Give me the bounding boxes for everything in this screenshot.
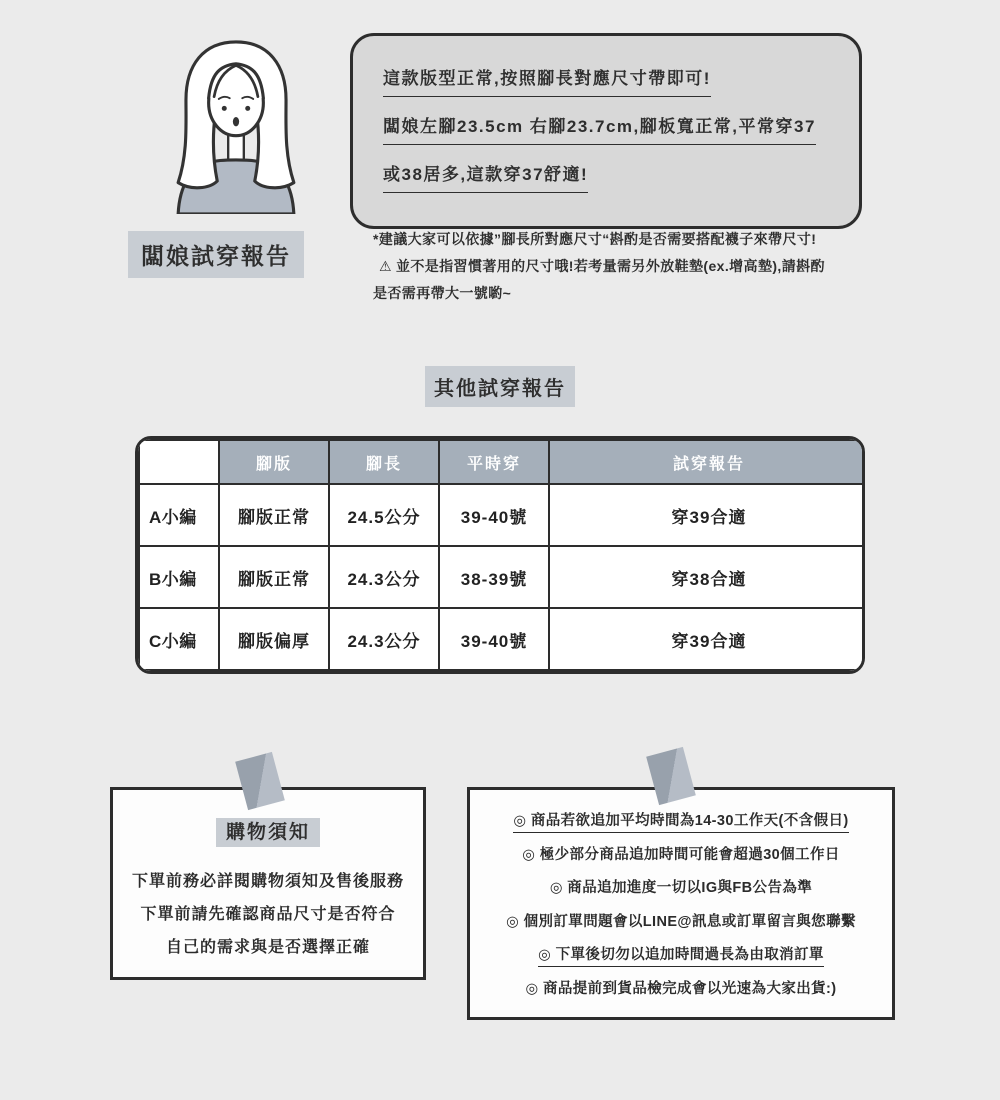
avatar-illustration xyxy=(150,34,322,219)
cell-fitting-report: 穿38合適 xyxy=(549,546,865,608)
note-line-1: *建議大家可以依據”腳長所對應尺寸“斟酌是否需要搭配襪子來帶尺寸! xyxy=(373,231,817,247)
header-cell-fitting-report: 試穿報告 xyxy=(549,440,865,484)
note-line-2 xyxy=(379,256,893,276)
cell-editor-name: C小編 xyxy=(139,608,219,670)
table-row xyxy=(139,608,865,670)
shopping-notice-box xyxy=(110,787,426,980)
speech-bubble xyxy=(350,33,862,229)
bubble-line-2 xyxy=(383,112,829,145)
cell-editor-name: B小編 xyxy=(139,546,219,608)
bubble-line-1 xyxy=(383,64,829,97)
fitting-table xyxy=(135,436,865,674)
cell-foot-length: 24.5公分 xyxy=(329,484,439,546)
header-cell-usual-size: 平時穿 xyxy=(439,440,549,484)
cell-foot-shape: 腳版正常 xyxy=(219,484,329,546)
warning-icon: ⚠ xyxy=(379,258,392,274)
bubble-line-2-text: 闆娘左腳23.5cm 右腳23.7cm,腳板寬正常,平常穿37 xyxy=(383,112,816,145)
rule-item-text: ◎ 商品若欲追加平均時間為14-30工作天(不含假日) xyxy=(513,813,848,833)
header-cell-empty xyxy=(139,440,219,484)
bubble-line-3 xyxy=(383,160,829,193)
rule-item xyxy=(470,906,892,940)
rule-item xyxy=(470,872,892,906)
rule-item-text: ◎ 下單後切勿以追加時間過長為由取消訂單 xyxy=(538,947,824,967)
cell-editor-name: A小編 xyxy=(139,484,219,546)
notice-line: 自己的需求與是否選擇正確 xyxy=(165,939,370,956)
other-reports-section xyxy=(0,366,1000,407)
cell-usual-size: 38-39號 xyxy=(439,546,549,608)
rule-item xyxy=(470,973,892,1007)
notice-line: 下單前務必詳閱購物須知及售後服務 xyxy=(131,873,404,890)
rule-item-text: ◎ 商品追加進度一切以IG與FB公告為準 xyxy=(549,880,813,896)
rule-item-text: ◎ 極少部分商品追加時間可能會超過30個工作日 xyxy=(522,846,840,863)
other-reports-title: 其他試穿報告 xyxy=(425,366,575,407)
notice-line: 下單前請先確認商品尺寸是否符合 xyxy=(140,906,396,923)
rule-item xyxy=(470,805,892,839)
notice-title-wrap xyxy=(113,817,423,844)
rule-item-text: ◎ 商品提前到貨品檢完成會以光速為大家出貨:) xyxy=(525,980,837,997)
table-row xyxy=(139,484,865,546)
fitting-report-label: 闆娘試穿報告 xyxy=(128,231,304,278)
cell-usual-size: 39-40號 xyxy=(439,608,549,670)
cell-foot-shape: 腳版正常 xyxy=(219,546,329,608)
note-line-2-text: 並不是指習慣著用的尺寸哦!若考量需另外放鞋墊(ex.增高墊),請斟酌 xyxy=(395,258,825,274)
notice-title: 購物須知 xyxy=(216,818,320,847)
header-cell-foot-shape: 腳版 xyxy=(219,440,329,484)
bubble-line-1-text: 這款版型正常,按照腳長對應尺寸帶即可! xyxy=(383,64,711,97)
cell-fitting-report: 穿39合適 xyxy=(549,484,865,546)
cell-foot-length: 24.3公分 xyxy=(329,608,439,670)
cell-foot-length: 24.3公分 xyxy=(329,546,439,608)
header-cell-foot-length: 腳長 xyxy=(329,440,439,484)
note xyxy=(373,229,893,310)
fitting-table-grid xyxy=(138,439,865,671)
rules-box xyxy=(467,787,895,1020)
cell-fitting-report: 穿39合適 xyxy=(549,608,865,670)
rule-item xyxy=(470,939,892,973)
notice-lines xyxy=(113,865,423,964)
rule-item xyxy=(470,839,892,873)
table-row xyxy=(139,546,865,608)
note-line-3: 是否需再帶大一號喲~ xyxy=(373,285,512,301)
rule-item-text: ◎ 個別訂單問題會以LINE@訊息或訂單留言與您聯繫 xyxy=(506,913,856,930)
table-header-row xyxy=(139,440,865,484)
cell-foot-shape: 腳版偏厚 xyxy=(219,608,329,670)
bubble-line-3-text: 或38居多,這款穿37舒適! xyxy=(383,160,588,193)
woman-avatar-icon xyxy=(150,34,322,214)
cell-usual-size: 39-40號 xyxy=(439,484,549,546)
